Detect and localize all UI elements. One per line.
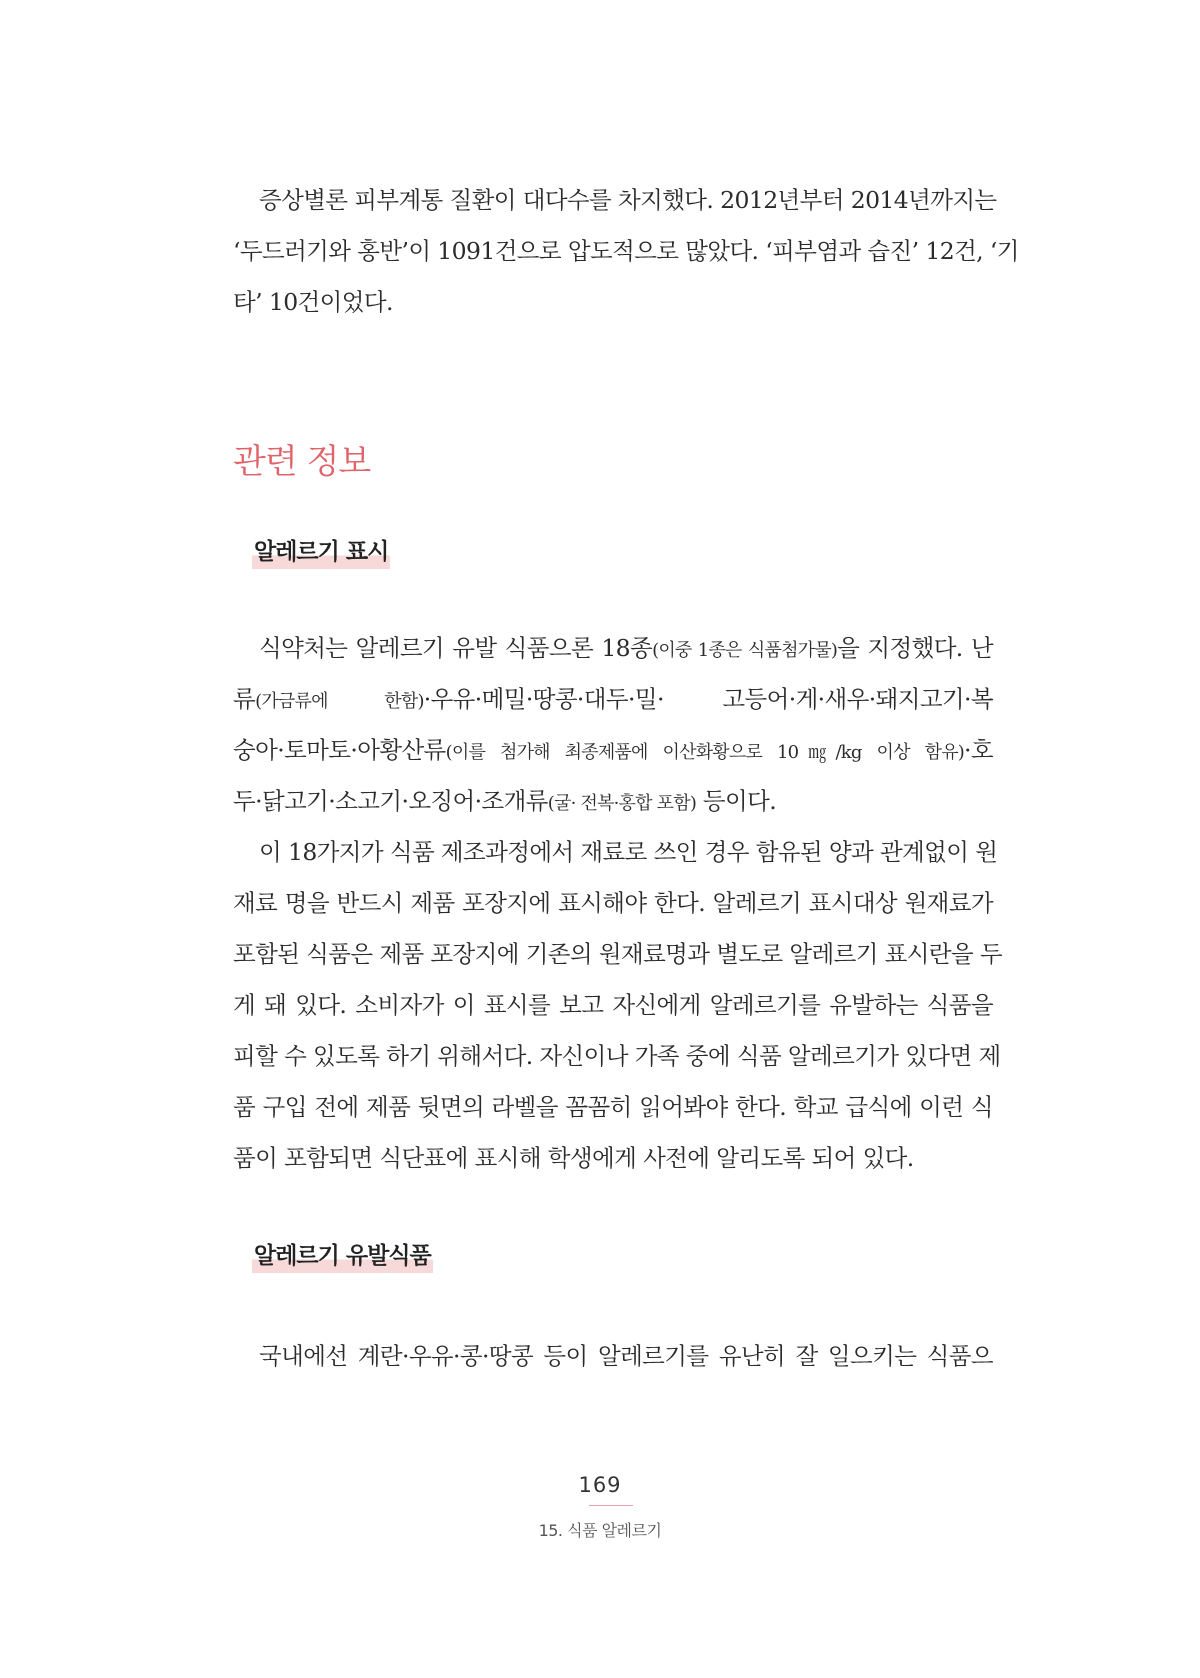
text-run: 등이다.	[696, 787, 777, 815]
text-line: 재료 명을 반드시 제품 포장지에 표시해야 한다. 알레르기 표시대상 원재료가	[233, 889, 993, 917]
subsection-heading-allergens: 알레르기 유발식품	[252, 1237, 433, 1273]
chapter-label: 15. 식품 알레르기	[538, 1521, 662, 1540]
text-line	[233, 776, 993, 827]
text-run: ·호	[964, 736, 993, 764]
parenthetical-note: (가금류에 한함)	[255, 691, 424, 712]
text-run: 을 지정했다. 난	[837, 634, 994, 662]
text-line	[233, 674, 993, 725]
section-title: 관련 정보	[233, 442, 371, 482]
page-number-rule	[589, 1505, 633, 1506]
text-line: 포함된 식품은 제품 포장지에 기존의 원재료명과 별도로 알레르기 표시란을 두	[233, 940, 1003, 968]
text-line: ‘두드러기와 홍반’이 1091건으로 압도적으로 많았다. ‘피부염과 습진’ 12건, ‘기	[233, 237, 1019, 265]
parenthetical-note: (굴· 전복·홍합 포함)	[547, 793, 697, 814]
text-line	[233, 725, 993, 776]
text-line: 타’ 10건이었다.	[233, 288, 393, 316]
text-run: 식약처는 알레르기 유발 식품으론 18종	[259, 634, 653, 662]
page-number: 169	[578, 1473, 622, 1497]
subsection-heading-allergy-label: 알레르기 표시	[252, 533, 390, 569]
allergy-label-paragraph	[233, 623, 1003, 1184]
text-line	[233, 623, 993, 674]
parenthetical-note: (이를 첨가해 최종제품에 이산화황으로 10㎎/kg 이상 함유)	[445, 742, 965, 763]
text-run: 숭아·토마토·아황산류	[233, 736, 446, 764]
text-line: 품 구입 전에 제품 뒷면의 라벨을 꼼꼼히 읽어봐야 한다. 학교 급식에 이런 식	[233, 1093, 993, 1121]
text-line: 국내에선 계란·우유·콩·땅콩 등이 알레르기를 유난히 잘 일으키는 식품으	[259, 1342, 993, 1370]
text-line: 이 18가지가 식품 제조과정에서 재료로 쓰인 경우 함유된 양과 관계없이 원	[259, 838, 998, 866]
intro-paragraph	[233, 175, 1019, 328]
text-line: 게 돼 있다. 소비자가 이 표시를 보고 자신에게 알레르기를 유발하는 식품을	[233, 991, 993, 1019]
allergens-paragraph	[233, 1331, 993, 1382]
text-line: 피할 수 있도록 하기 위해서다. 자신이나 가족 중에 식품 알레르기가 있다면 제	[233, 1042, 1001, 1070]
text-line: 증상별론 피부계통 질환이 대다수를 차지했다. 2012년부터 2014년까지는	[259, 186, 997, 214]
text-run: 류	[233, 685, 256, 713]
text-line: 품이 포함되면 식단표에 표시해 학생에게 사전에 알리도록 되어 있다.	[233, 1144, 914, 1172]
parenthetical-note: (이중 1종은 식품첨가물)	[652, 640, 838, 661]
text-run: ·우유·메밀·땅콩·대두·밀· 고등어·게·새우·돼지고기·복	[423, 685, 993, 713]
text-run: 두·닭고기·소고기·오징어·조개류	[233, 787, 548, 815]
